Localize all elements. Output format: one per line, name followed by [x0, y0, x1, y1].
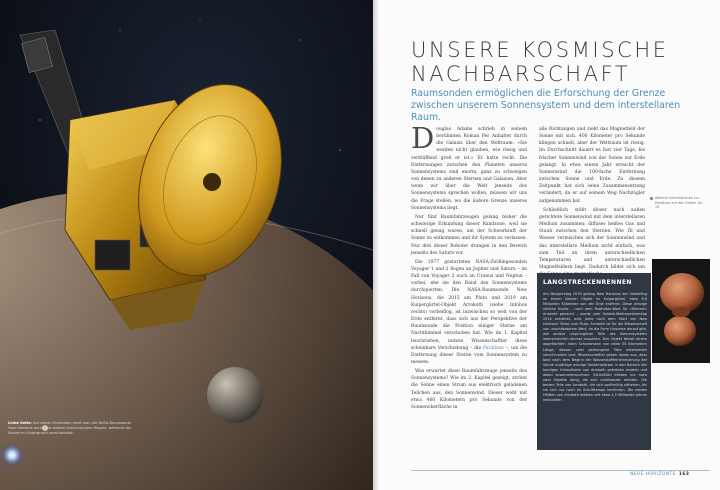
- parallax-link[interactable]: Parallaxe: [482, 345, 504, 351]
- note-bullet-icon: [650, 197, 653, 200]
- charon-moon: [207, 367, 263, 423]
- drop-cap: D: [411, 121, 435, 155]
- page-gutter: [373, 0, 379, 490]
- arrokoth-photo: [652, 259, 710, 363]
- caption-text: Auf dieser Illustration sieht man die NASA-Raumsonde New Horizons durch das äußere Sonnensystem fliegen, während die Sonne im Hintergrund verschwindet.: [8, 421, 131, 435]
- body-column-1: [411, 121, 527, 413]
- footer-rule: [411, 470, 710, 471]
- page-footer: [630, 472, 689, 477]
- title-line-2: NACHBARSCHAFT: [411, 62, 631, 86]
- infobox-heading: LANGSTRECKENRENNEN: [543, 279, 632, 286]
- paragraph: Nur fünf Raumfahrzeugen gelang bisher die schwierige Erkundung dieser Randzone, weil sie schnell genug waren, um der Schwerkraft der Sonne zu entkommen und ihr System zu verlassen. Nur drei dieser Roboter drangen in den Bereich jenseits des Saturn vor.: [411, 214, 527, 256]
- infobox-text: Am Neujahrstag 2019 gelang New Horizons der Vorbeiflug an einem kleinen Objekt im Kuipergürtel, etwa 6,6 Milliarden Kilometer von der Erde entfernt. Diese winzige rötliche Knolle – nach dem Powhatan-Wort für »Himmel« Arrokoth genannt – wurde vom Hubble-Weltraumteleskop 2014 entdeckt, acht Jahre nach dem Start von New Horizons’ Reise zum Pluto. Arrokoth ist für die Wissenschaft von unschätzbarem Wert, da die Form Hinweise darauf gibt, wie andere ursprüngliche Teile des Sonnensystems wahrscheinlich einmal aussahen. Das Objekt ähnelt einem abgeflachten roten Schneemann von etwa 35 Kilometern Länge, dessen zwei gedrungene Teile miteinander verschmolzen sind. Wissenschaftler gehen davon aus, dass bald nach dem Beginn der Wasserstofffeinerneuerung der Sonne unzählige winzige Gesteinskörper in den Bereich der heutigen Umlaufbahn von Arrokoth getrieben wurden und dabei zusammenwuchsen. Schließlich blieben nur noch zwei Objekte übrig, die sich umeinander drehten. Die beiden Teile von Arrokoth, die sich sanftmütig näherten, bis sie sich nur noch im Schritttempo berührten. Die beiden Hälften von Arrokoth bleiben seit etwa 4,5 Milliarden Jahren verbunden.: [543, 292, 647, 402]
- image-caption: [8, 421, 138, 436]
- body-column-2: [539, 126, 645, 280]
- paragraph: alle Richtungen und zieht das Magnetfeld der Sonne mit sich. 400 Kilometer pro Sekunde klingen schnell, aber der Weltraum ist riesig. Im Durchschnitt dauert es fast vier Tage, bis frischer Sonnenwind von der Sonne zur Erde gelangt. In etwa einem Jahr erreicht der Sonnenwind die 100-fache Entfernung zwischen Sonne und Erde. Zu diesem Zeitpunkt hat sich seine Zusammensetzung verändert, da er auf seinem Weg Nachzügler aufgenommen hat.: [539, 127, 645, 204]
- page-title: [411, 38, 669, 86]
- page-subtitle: Raumsonden ermöglichen die Erforschung der Grenze zwischen unserem Sonnensystem und dem interstellaren Raum.: [411, 88, 681, 123]
- arrokoth-object: [652, 259, 710, 363]
- paragraph: Schließlich stößt dieser nach außen gerichtete Sonnenwind mit dem interstellaren Medium zusammen: diffuses heißes Gas und Staub zwischen den Sternen. Wie Öl und Wasser vermischen sich der Sonnenwind und das interstellare Medium nicht einfach, was zum Teil an ihren unterschiedlichen Temperaturen und unterschiedlichen Magnetfeldern liegt. Dadurch bildet sich um: [539, 207, 645, 270]
- page-number: 163: [678, 472, 690, 477]
- paragraph: Was erwartet diese Raumfahrzeuge jenseits des Sonnensystems? Wie im 2. Kapitel gezeigt, strömt die Sonne einen Strom aus elektrisch geladenen Teilchen aus, den Sonnenwind. Dieser weht mit etwa 400 Kilometern pro Sekunde von der Sonnenoberfläche in: [411, 369, 527, 410]
- caption-label: Linke Seite:: [8, 421, 32, 425]
- paragraph: Douglas Adams schrieb in seinem berühmten Roman Per Anhalter durch die Galaxis über den Weltraum: »Sie werden nicht glauben, wie riesig und verblüffend groß er ist.« Er hatte recht. Die Entfernungen zwischen den Planeten unseres Sonnensystems sind enorm, ganz zu schweigen von denen zu anderen Sternen und Galaxien. Aber wenn wir über die Welt jenseits des Sonnensystems sprechen wollen, müssen wir uns die Frage stellen, wo die äußere Grenze unseres Sonnensystems liegt.: [411, 121, 527, 211]
- title-line-1: UNSERE KOSMISCHE: [411, 38, 669, 62]
- paragraph: Die 1977 gestarteten NASA-Zwillingssonden Voyager 1 und 2 flogen an Jupiter und Saturn – im Fall von Voyager 2 auch an Uranus und Neptun – vorbei, ehe sie den Rand des Sonnensystems durchquerten. Die NASA-Raumsonde New Horizons, die 2015 am Pluto und 2019 am Kuipergürtel-Objekt Arrokoth (siehe Infobox rechts) vorbeiflog, ist inzwischen so weit von der Erde entfernt, dass sich aus der Perspektive der Raumsonde die Position einiger Sterne am Nachthimmel verschoben hat. Wie im 1. Kapitel beschrieben, nutzen Wissenschaftler diese scheinbare Verschiebung – die Parallaxe –, um die Entfernung dieser Sterne vom Sonnensystem zu messen.: [411, 259, 527, 365]
- sun-glow: [0, 443, 24, 467]
- cross-reference-note: Weitere Informationen zur Parallaxe auf den Seiten 18–19: [655, 196, 704, 210]
- section-name: NEUE HORIZONTE: [630, 472, 676, 477]
